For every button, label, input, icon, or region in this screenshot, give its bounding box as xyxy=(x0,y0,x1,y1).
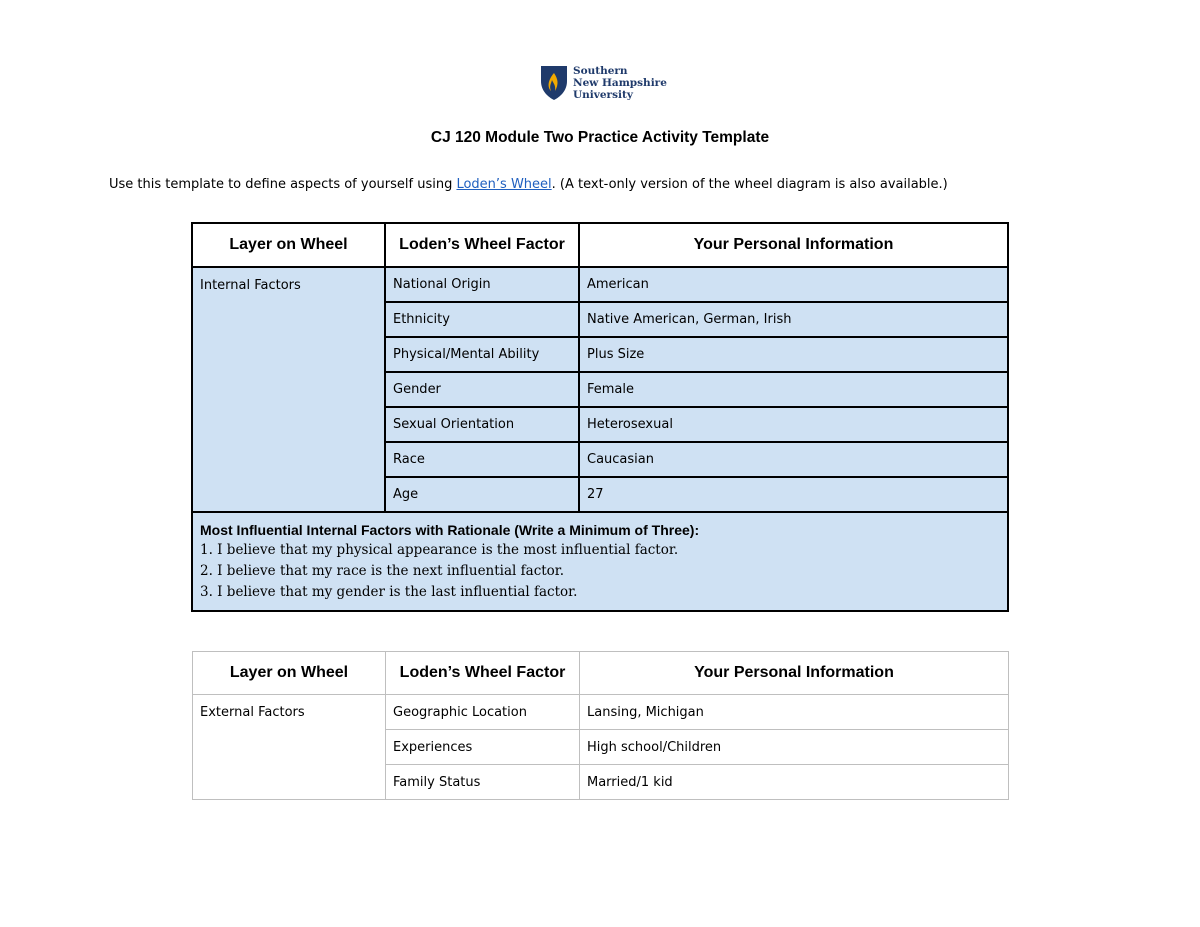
header-layer: Layer on Wheel xyxy=(193,652,386,695)
rationale-cell[interactable] xyxy=(192,512,1008,611)
info-cell[interactable]: 27 xyxy=(579,477,1008,512)
factor-cell: Geographic Location xyxy=(386,695,580,730)
info-cell[interactable]: Heterosexual xyxy=(579,407,1008,442)
document-title: CJ 120 Module Two Practice Activity Template xyxy=(430,129,770,146)
header-info: Your Personal Information xyxy=(580,652,1009,695)
rationale-line: 1. I believe that my physical appearance is the most influential factor. xyxy=(200,542,679,558)
factor-cell: Age xyxy=(385,477,579,512)
table-header-row xyxy=(193,652,1009,695)
factor-cell: Family Status xyxy=(386,765,580,800)
info-cell[interactable]: Native American, German, Irish xyxy=(579,302,1008,337)
external-factors-table xyxy=(192,651,1009,800)
header-info: Your Personal Information xyxy=(579,223,1008,267)
table-header-row xyxy=(192,223,1008,267)
lodens-wheel-link[interactable]: Loden’s Wheel xyxy=(456,177,552,192)
rationale-line: 3. I believe that my gender is the last influential factor. xyxy=(200,584,578,600)
factor-cell: Experiences xyxy=(386,730,580,765)
info-cell[interactable]: Married/1 kid xyxy=(580,765,1009,800)
internal-factors-table xyxy=(191,222,1009,612)
rationale-line: 2. I believe that my race is the next influential factor. xyxy=(200,563,565,579)
info-cell[interactable]: Caucasian xyxy=(579,442,1008,477)
info-cell[interactable]: High school/Children xyxy=(580,730,1009,765)
factor-cell: Physical/Mental Ability xyxy=(385,337,579,372)
header-layer: Layer on Wheel xyxy=(192,223,385,267)
info-cell[interactable]: American xyxy=(579,267,1008,302)
intro-paragraph: Use this template to define aspects of yourself using Loden’s Wheel. (A text-only version of the wheel diagram is also available.) xyxy=(109,177,948,192)
factor-cell: Race xyxy=(385,442,579,477)
info-cell[interactable]: Female xyxy=(579,372,1008,407)
logo-wordmark: Southern New Hampshire University xyxy=(573,65,667,101)
rationale-row xyxy=(192,512,1008,611)
factor-cell: Sexual Orientation xyxy=(385,407,579,442)
shield-flame-icon xyxy=(540,65,568,101)
header-factor: Loden’s Wheel Factor xyxy=(385,223,579,267)
university-logo xyxy=(540,65,670,103)
table-row xyxy=(192,267,1008,302)
header-factor: Loden’s Wheel Factor xyxy=(386,652,580,695)
info-cell[interactable]: Plus Size xyxy=(579,337,1008,372)
table-row xyxy=(193,695,1009,730)
factor-cell: Ethnicity xyxy=(385,302,579,337)
layer-cell-external: External Factors xyxy=(193,695,386,800)
factor-cell: Gender xyxy=(385,372,579,407)
rationale-heading: Most Influential Internal Factors with Rationale (Write a Minimum of Three): xyxy=(200,522,700,538)
info-cell[interactable]: Lansing, Michigan xyxy=(580,695,1009,730)
factor-cell: National Origin xyxy=(385,267,579,302)
layer-cell-internal: Internal Factors xyxy=(192,267,385,512)
